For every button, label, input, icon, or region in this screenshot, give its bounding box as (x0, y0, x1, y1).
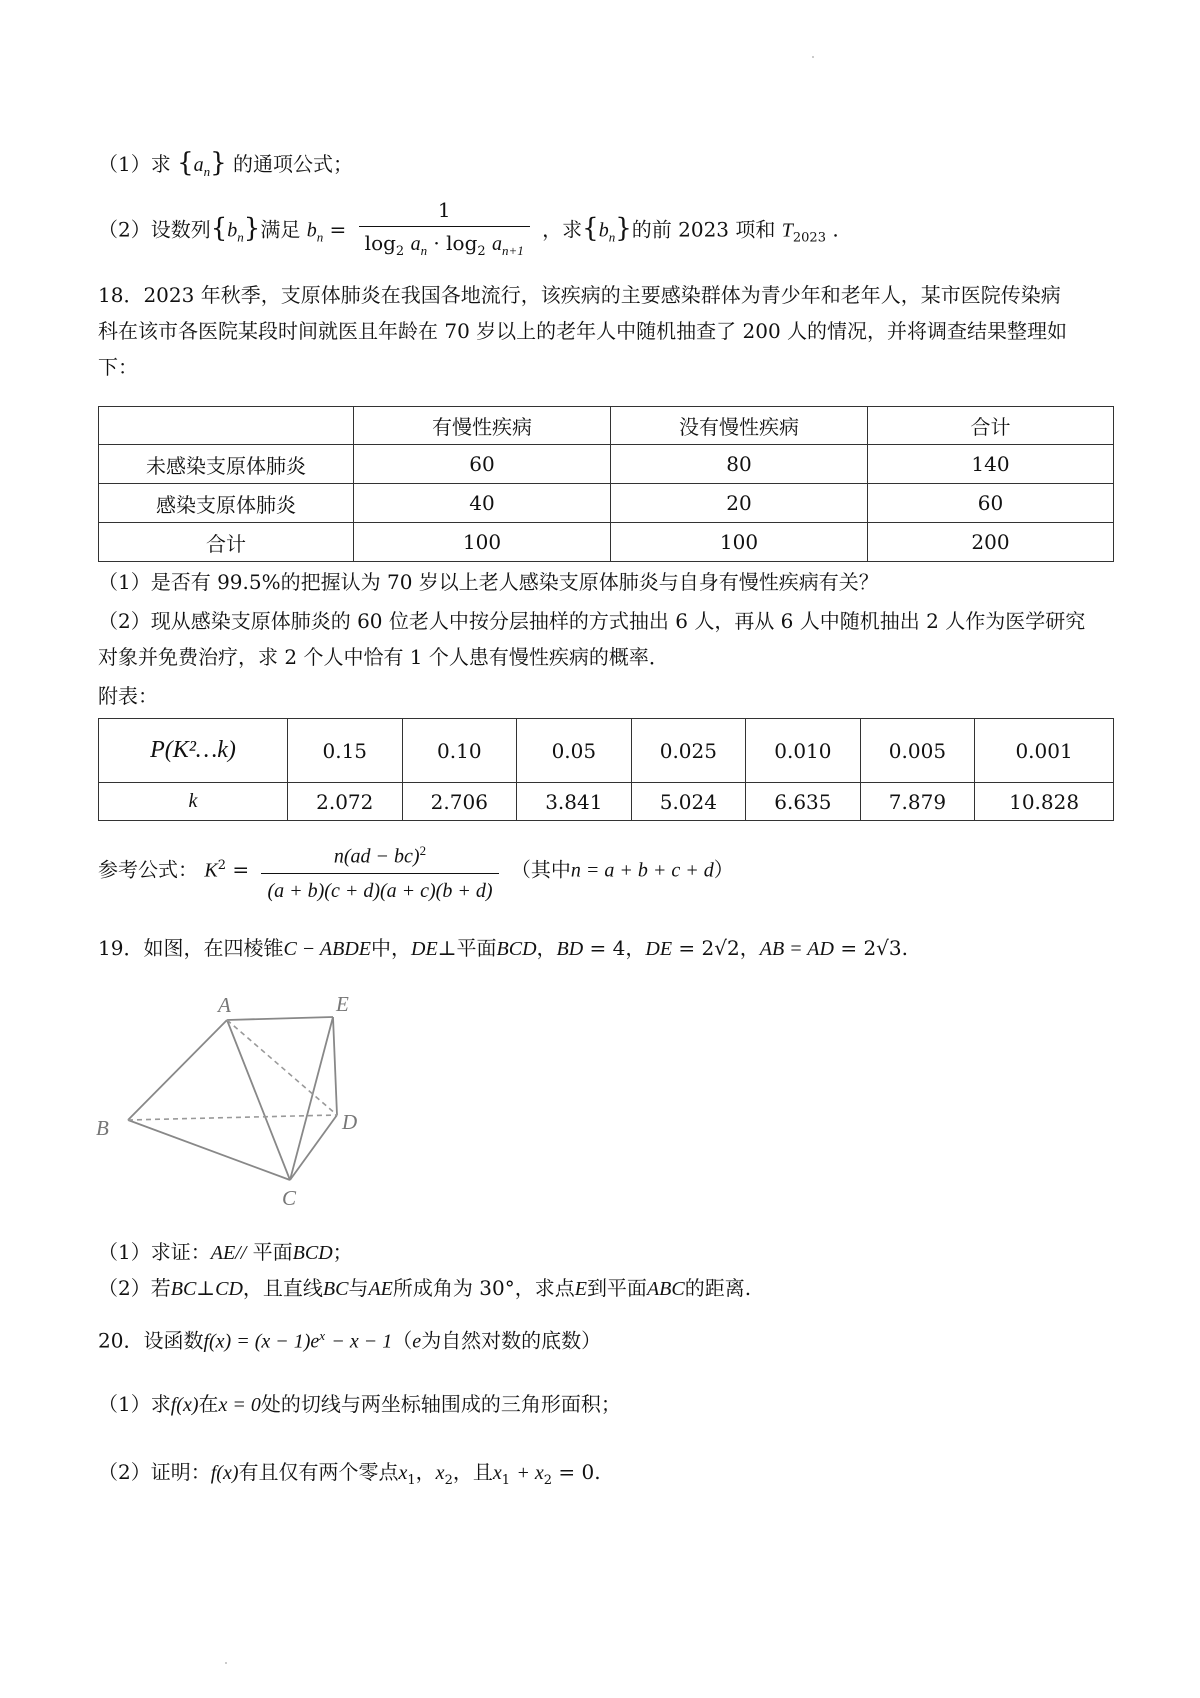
vertex-label-d: D (342, 1110, 358, 1134)
table-row: 合计 100 100 200 (99, 523, 1114, 562)
edge-ac (227, 1020, 290, 1180)
q19-stem: 19．如图，在四棱锥C − ABDE中，DE⊥平面BCD，BD = 4，DE = 2√2，AB = AD = 2√3. (98, 936, 908, 960)
q18-intro-line1: 18．2023 年秋季，支原体肺炎在我国各地流行，该疾病的主要感染群体为青少年和老年人，某市医院传染病 (98, 283, 1061, 307)
vertex-label-a: A (218, 993, 231, 1017)
q17-part1: （1）求 $\{a_n\}$ 的通项公式； (98, 148, 354, 179)
scan-speck (225, 1662, 227, 1664)
q17-part2: （2）设数列$\{b_n\}$满足 $b_n$ = $\frac{1}{\log_2 a_n \cdot \log_2 a_{n+1}}$ ，求$\{b_n\}$的前 2023 项和 $T_{2023}$ . (98, 196, 839, 269)
table-row: 未感染支原体肺炎 60 80 140 (99, 445, 1114, 484)
chi-square-formula: 参考公式： $K^2$ = $\frac{n(ad - bc)^2}{(a + b)(c + d)(a + c)(b + d)}$ （其中n = a + b + c + d） (98, 835, 734, 906)
q18-part1: （1）是否有 99.5%的把握认为 70 岁以上老人感染支原体肺炎与自身有慢性疾病有关？ (98, 570, 879, 594)
scan-speck (812, 56, 814, 58)
q19-part2: （2）若BC⊥CD，且直线BC与AE所成角为 30°，求点E到平面ABC的距离. (98, 1276, 752, 1300)
pyramid-figure (90, 985, 390, 1210)
q18-intro-line3: 下： (98, 355, 138, 379)
edge-ec (290, 1017, 333, 1180)
vertex-label-c: C (282, 1186, 297, 1210)
q18-intro-line2: 科在该市各医院某段时间就医且年龄在 70 岁以上的老年人中随机抽查了 200 人的情况，并将调查结果整理如 (98, 319, 1068, 343)
q20-part2: （2）证明：f(x)有且仅有两个零点$x_1$，$x_2$，且$x_1 + x_2 = 0$. (98, 1460, 601, 1488)
q18-part2-line1: （2）现从感染支原体肺炎的 60 位老人中按分层抽样的方式抽出 6 人，再从 6 人中随机抽出 2 人作为医学研究 (98, 609, 1086, 633)
edge-bc (128, 1120, 290, 1180)
q20-stem: 20．设函数$f(x) = (x - 1)e^x - x - 1(e$为自然对数的底数） (98, 1328, 602, 1353)
q18-appendix-label: 附表： (98, 684, 158, 708)
q18-part2-line2: 对象并免费治疗，求 2 个人中恰有 1 个人患有慢性疾病的概率． (98, 645, 669, 669)
q20-part1: （1）求f(x)在x = 0处的切线与两坐标轴围成的三角形面积； (98, 1392, 621, 1416)
q19-part1: （1）求证：AE// 平面BCD； (98, 1240, 353, 1264)
vertex-label-e: E (336, 992, 349, 1016)
vertex-label-b: B (96, 1116, 109, 1140)
edge-cd (290, 1115, 337, 1180)
table-row: 感染支原体肺炎 40 20 60 (99, 484, 1114, 523)
chi-square-fraction: $\frac{n(ad - bc)^2}{(a + b)(c + d)(a + c)(b + d)}$ (261, 836, 498, 907)
table-row: k 2.072 2.706 3.841 5.024 6.635 7.879 10.828 (99, 783, 1114, 821)
q18-survey-table (98, 406, 1114, 562)
edge-ae (227, 1017, 333, 1020)
chi-square-table (98, 718, 1114, 821)
edge-ab (128, 1020, 227, 1120)
edge-ed (333, 1017, 337, 1115)
table-header-row: 有慢性疾病 没有慢性疾病 合计 (99, 407, 1114, 445)
table-row: P(K²…k) 0.15 0.10 0.05 0.025 0.010 0.005 0.001 (99, 719, 1114, 783)
q17-fraction: $\frac{1}{\log_2 a_n \cdot \log_2 a_{n+1}}$ (359, 196, 530, 266)
